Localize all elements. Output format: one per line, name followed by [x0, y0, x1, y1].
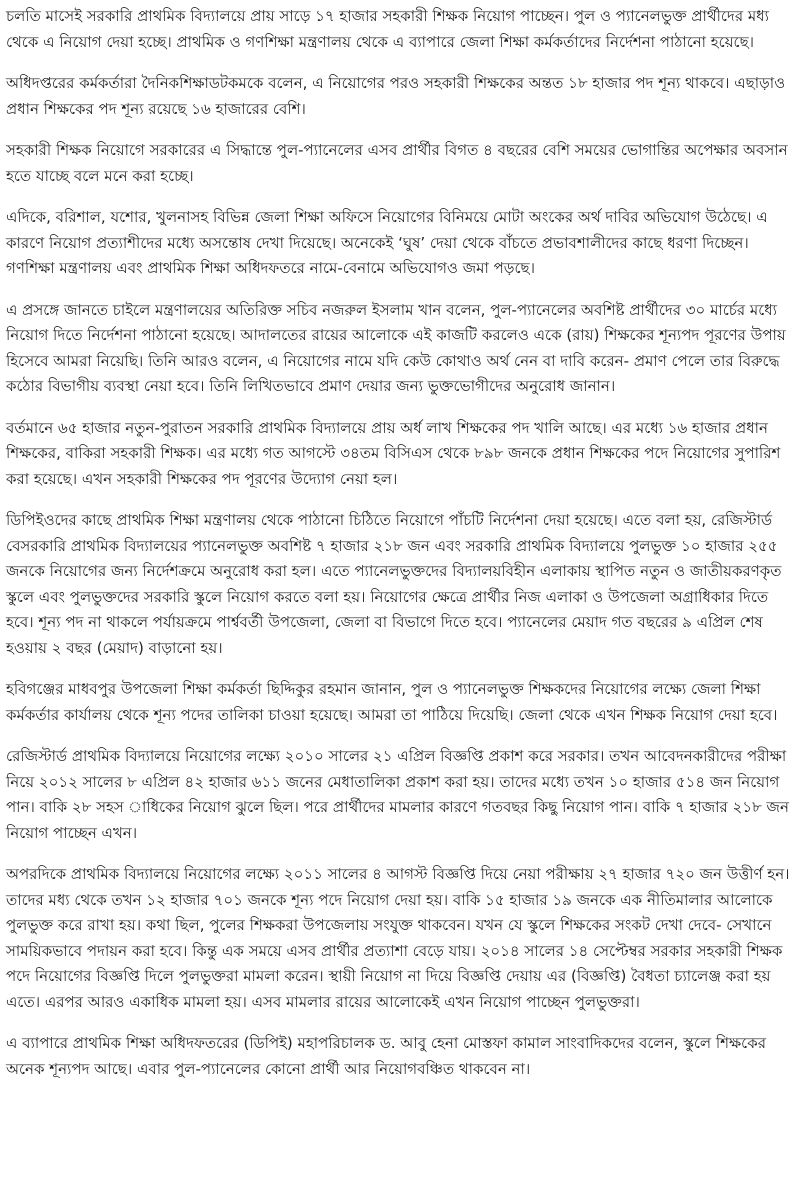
paragraph-6: বর্তমানে ৬৫ হাজার নতুন-পুরাতন সরকারি প্রাথমিক বিদ্যালয়ে প্রায় অর্ধ লাখ শিক্ষকের পদ খালি আছে। এর মধ্যে ১৬ হাজার প্রধান শিক্ষকের, বাকিরা সহকারী শিক্ষক। এর মধ্যে গত আগস্টে ৩৪তম বিসিএস থেকে ৮৯৮ জনকে প্রধান শিক্ষকের পদে নিয়োগের সুপারিশ করা হয়েছে। এখন সহকারী শিক্ষকের পদ পূরণের উদ্যোগ নেয়া হল। — [6, 418, 781, 488]
paragraph-11: এ ব্যাপারে প্রাথমিক শিক্ষা অধিদফতরের (ডিপিই) মহাপরিচালক ড. আবু হেনা মোস্তফা কামাল সাংবাদিকদের বলেন, স্কুলে শিক্ষকের অনেক শূন্যপদ আছে। এবার পুল-প্যানেলের কোনো প্রার্থী আর নিয়োগবঞ্চিত থাকবেন না। — [6, 1034, 766, 1078]
paragraph-4: এদিকে, বরিশাল, যশোর, খুলনাসহ বিভিন্ন জেলা শিক্ষা অফিসে নিয়োগের বিনিময়ে মোটা অংকের অর্থ দাবির অভিযোগ উঠেছে। এ কারণে নিয়োগ প্রত্যাশীদের মধ্যে অসন্তোষ দেখা দিয়েছে। অনেকেই ‘ঘুষ’ দেয়া থেকে বাঁচতে প্রভাবশালীদের কাছে ধরণা দিচ্ছেন। গণশিক্ষা মন্ত্রণালয় এবং প্রাথমিক শিক্ষা অধিদফতরে নামে-বেনামে অভিযোগও জমা পড়ছে। — [6, 208, 768, 277]
paragraph-2: অধিদপ্তরের কর্মকর্তারা দৈনিকশিক্ষাডটকমকে বলেন, এ নিয়োগের পরও সহকারী শিক্ষকের অন্তত ১৮ হাজার পদ শূন্য থাকবে। এছাড়াও প্রধান শিক্ষকের পদ শূন্য রয়েছে ১৬ হাজারের বেশি। — [6, 74, 786, 118]
paragraph-7: ডিপিইওদের কাছে প্রাথমিক শিক্ষা মন্ত্রণালয় থেকে পাঠানো চিঠিতে নিয়োগে পাঁচটি নির্দেশনা দেয়া হয়েছে। এতে বলা হয়, রেজিস্টার্ড বেসরকারি প্রাথমিক বিদ্যালয়ের প্যানেলভুক্ত অবশিষ্ট ৭ হাজার ২১৮ জন এবং সরকারি প্রাথমিক বিদ্যালয়ে পুলভুক্ত ১০ হাজার ২৫৫ জনকে নিয়োগের জন্য নির্দেশক্রমে অনুরোধ করা হল। এতে প্যানেলভুক্তদের বিদ্যালয়বিহীন এলাকায় স্থাপিত নতুন ও জাতীয়করণকৃত স্কুলে এবং পুলভুক্তদের সরকারি স্কুলে নিয়োগ করতে বলা হয়। নিয়োগের ক্ষেত্রে প্রার্থীর নিজ এলাকা ও উপজেলা অগ্রাধিকার দিতে হবে। শূন্য পদ না থাকলে পর্যায়ক্রমে পার্শ্ববর্তী উপজেলা, জেলা বা বিভাগে দিতে হবে। প্যানেলের মেয়াদ গত বছরের ৯ এপ্রিল শেষ হওয়ায় ২ বছর (মেয়াদ) বাড়ানো হয়। — [6, 511, 782, 657]
paragraph-5: এ প্রসঙ্গে জানতে চাইলে মন্ত্রণালয়ের অতিরিক্ত সচিব নজরুল ইসলাম খান বলেন, পুল-প্যানেলের অবশিষ্ট প্রার্থীদের ৩০ মার্চের মধ্যে নিয়োগ দিতে নির্দেশনা পাঠানো হয়েছে। আদালতের রায়ের আলোকে এই কাজটি করলেও একে (রায়) শিক্ষকের শূন্যপদ পূরণের উপায় হিসেবে আমরা নিয়েছি। তিনি আরও বলেন, এ নিয়োগের নামে যদি কেউ কোথাও অর্থ নেন বা দাবি করেন- প্রমাণ পেলে তার বিরুদ্ধে কঠোর বিভাগীয় ব্যবস্থা নেয়া হবে। তিনি লিখিতভাবে প্রমাণ দেয়ার জন্য ভুক্তভোগীদের অনুরোধ জানান। — [6, 300, 786, 395]
paragraph-1: চলতি মাসেই সরকারি প্রাথমিক বিদ্যালয়ে প্রায় সাড়ে ১৭ হাজার সহকারী শিক্ষক নিয়োগ পাচ্ছেন। পুল ও প্যানেলভুক্ত প্রার্থীদের মধ্য থেকে এ নিয়োগ দেয়া হচ্ছে। প্রাথমিক ও গণশিক্ষা মন্ত্রণালয় থেকে এ ব্যাপারে জেলা শিক্ষা কর্মকর্তাদের নির্দেশনা পাঠানো হয়েছে। — [6, 7, 769, 51]
paragraph-10: অপরদিকে প্রাথমিক বিদ্যালয়ে নিয়োগের লক্ষ্যে ২০১১ সালের ৪ আগস্ট বিজ্ঞপ্তি দিয়ে নেয়া পরীক্ষায় ২৭ হাজার ৭২০ জন উত্তীর্ণ হন। তাদের মধ্য থেকে তখন ১২ হাজার ৭০১ জনকে শূন্য পদে নিয়োগ দেয়া হয়। বাকি ১৫ হাজার ১৯ জনকে এক নীতিমালার আলোকে পুলভুক্ত করে রাখা হয়। কথা ছিল, পুলের শিক্ষকরা উপজেলায় সংযুক্ত থাকবেন। যখন যে স্কুলে শিক্ষকের সংকট দেখা দেবে- সেখানে সাময়িকভাবে পদায়ন করা হবে। কিন্তু এক সময়ে এসব প্রার্থীর প্রত্যাশা বেড়ে যায়। ২০১৪ সালের ১৪ সেপ্টেম্বর সরকার সহকারী শিক্ষক পদে নিয়োগের বিজ্ঞপ্তি দিলে পুলভুক্তরা মামলা করেন। স্থায়ী নিয়োগ না দিয়ে বিজ্ঞপ্তি দেয়ায় এর (বিজ্ঞপ্তি) বৈধতা চ্যালেঞ্জ করা হয় এতে। এরপর আরও একাধিক মামলা হয়। এসব মামলার রায়ের আলোকেই এখন নিয়োগ পাচ্ছেন পুলভুক্তরা। — [6, 865, 790, 1011]
paragraph-9: রেজিস্টার্ড প্রাথমিক বিদ্যালয়ে নিয়োগের লক্ষ্যে ২০১০ সালের ২১ এপ্রিল বিজ্ঞপ্তি প্রকাশ করে সরকার। তখন আবেদনকারীদের পরীক্ষা নিয়ে ২০১২ সালের ৮ এপ্রিল ৪২ হাজার ৬১১ জনের মেধাতালিকা প্রকাশ করা হয়। তাদের মধ্যে তখন ১০ হাজার ৫১৪ জন নিয়োগ পান। বাকি ২৮ সহস াধিকের নিয়োগ ঝুলে ছিল। পরে প্রার্থীদের মামলার কারণে গতবছর কিছু নিয়োগ পান। বাকি ৭ হাজার ২১৮ জন নিয়োগ পাচ্ছেন এখন। — [6, 747, 789, 842]
paragraph-3: সহকারী শিক্ষক নিয়োগে সরকারের এ সিদ্ধান্তে পুল-প্যানেলের এসব প্রার্থীর বিগত ৪ বছরের বেশি সময়ের ভোগান্তির অপেক্ষার অবসান হতে যাচ্ছে বলে মনে করা হচ্ছে। — [6, 141, 788, 185]
paragraph-8: হবিগঞ্জের মাধবপুর উপজেলা শিক্ষা কর্মকর্তা ছিদ্দিকুর রহমান জানান, পুল ও প্যানেলভুক্ত শিক্ষকদের নিয়োগের লক্ষ্যে জেলা শিক্ষা কর্মকর্তার কার্যালয় থেকে শূন্য পদের তালিকা চাওয়া হয়েছে। আমরা তা পাঠিয়ে দিয়েছি। জেলা থেকে এখন শিক্ষক নিয়োগ দেয়া হবে। — [6, 680, 778, 724]
